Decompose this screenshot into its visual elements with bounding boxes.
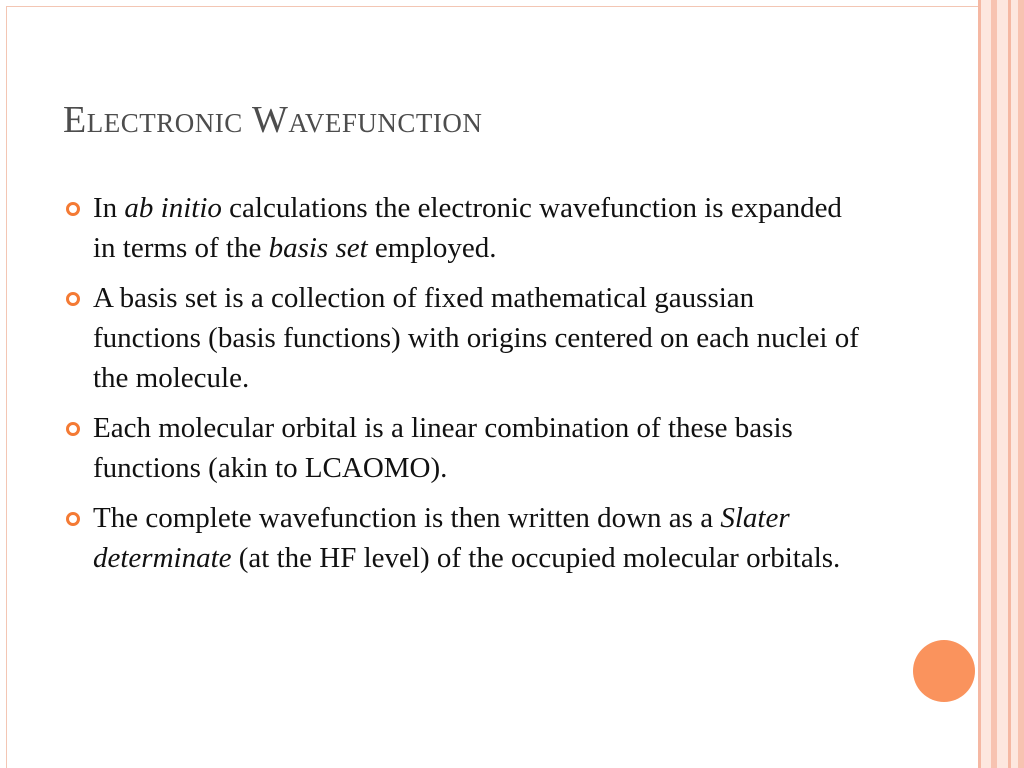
bullet-icon — [66, 422, 80, 436]
bullet-list — [63, 188, 863, 588]
bullet-italic-text: ab initio — [124, 192, 222, 224]
bullet-item — [63, 278, 863, 398]
bullet-text-part: The complete wavefunction is then written down as a — [93, 502, 721, 534]
bullet-item — [63, 408, 863, 488]
decorative-stripe — [978, 0, 981, 768]
slide-title: Electronic Wavefunction — [63, 99, 483, 141]
bullet-italic-text: Slater determinate — [93, 502, 790, 574]
bullet-text-part: Each molecular orbital is a linear combination of these basis functions (akin to LCAOMO). — [93, 412, 793, 484]
bullet-icon — [66, 202, 80, 216]
bullet-text-part: (at the HF level) of the occupied molecular orbitals. — [231, 542, 841, 574]
bullet-icon — [66, 292, 80, 306]
bullet-italic-text: basis set — [268, 232, 368, 264]
bullet-item — [63, 498, 863, 578]
decorative-stripe — [1018, 0, 1024, 768]
decorative-stripe — [991, 0, 997, 768]
decorative-stripe — [1008, 0, 1011, 768]
bullet-text-part: A basis set is a collection of fixed mathematical gaussian functions (basis functions) with origins centered on each nuclei of the molecule. — [93, 282, 859, 394]
orange-circle-decoration — [913, 640, 975, 702]
bullet-text-part: calculations the electronic wavefunction is expanded in terms of the — [93, 192, 842, 264]
bullet-item — [63, 188, 863, 268]
bullet-text-part: employed. — [367, 232, 497, 264]
bullet-text-part: In — [93, 192, 125, 224]
bullet-icon — [66, 512, 80, 526]
